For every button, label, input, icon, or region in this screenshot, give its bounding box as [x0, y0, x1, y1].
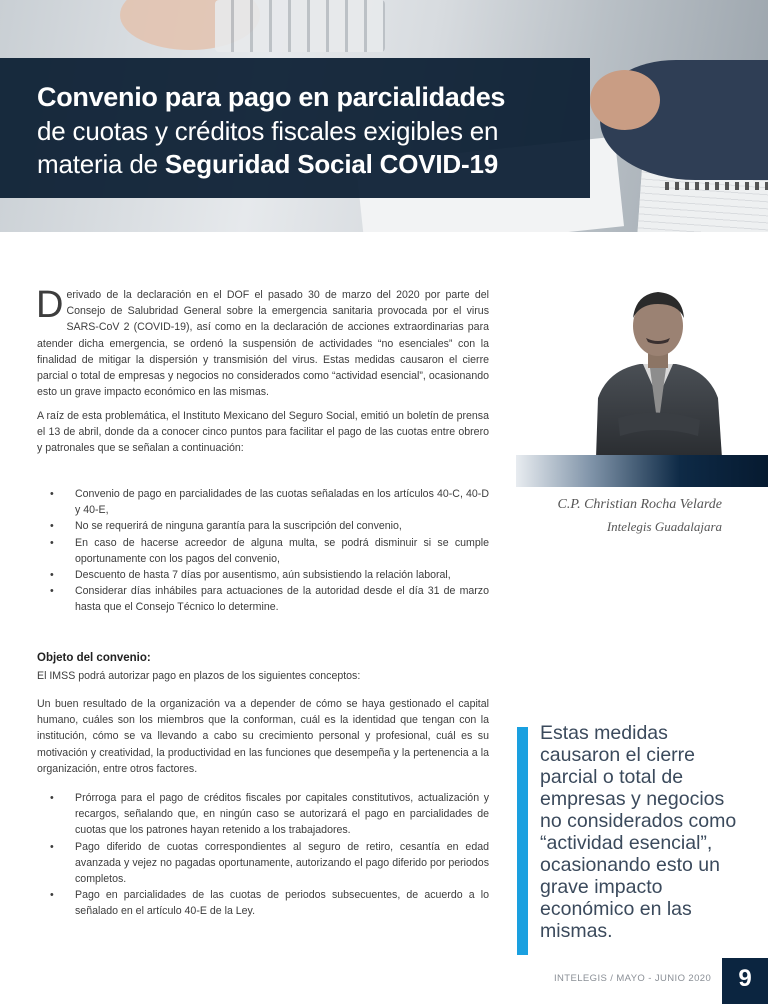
section-subtext: El IMSS podrá autorizar pago en plazos de los siguientes conceptos: [37, 670, 361, 682]
pull-quote: Estas medidas causaron el cierre parcial o total de empresas y negocios no considerados como “actividad esencial”, ocasionando esto un grave impacto económico en las mismas. [540, 722, 737, 942]
title-line-3-prefix: materia de [37, 149, 165, 179]
title-line-1: Convenio para pago en parcialidades [37, 82, 506, 112]
author-org: Intelegis Guadalajara [606, 519, 722, 534]
title-line-3 [37, 149, 498, 180]
list-item: • No se requerirá de ninguna garantía para la suscripción del convenio, [37, 518, 489, 534]
title-line-2: de cuotas y créditos fiscales exigibles en [37, 116, 499, 146]
quote-accent-bar [517, 727, 528, 955]
author-name: C.P. Christian Rocha Velarde [557, 497, 722, 512]
paragraph-boletin: A raíz de esta problemática, el Instituto Mexicano del Seguro Social, emitió un boletín de prensa el 13 de abril, donde da a conocer cinco puntos para facilitar el pago de las cuotas entre obrero y patronales que se señalan a continuación: [37, 410, 489, 455]
list-item: • Pago diferido de cuotas correspondientes al seguro de retiro, cesantía en edad avanzada y vejez no pagadas oportunamente, autorizando el pago diferido por periodos completos. [37, 839, 489, 888]
title-box [0, 58, 590, 198]
hand-shape [590, 70, 660, 130]
points-list [37, 486, 489, 616]
drop-cap: D [36, 284, 64, 326]
page-number-box [722, 958, 768, 1004]
title-line-3-bold: Seguridad Social COVID-19 [164, 149, 498, 179]
list-item: • Pago en parcialidades de las cuotas de periodos subsecuentes, de acuerdo a lo señalado en el artículo 40-E de la Ley. [37, 887, 489, 919]
paragraph-intro-text: erivado de la declaración en el DOF el pasado 30 de marzo del 2020 por parte del Consejo de Salubridad General sobre la emergencia sanitaria provocada por el virus SARS-CoV 2 (COVID-19), así como en la declaración de acciones extraordinarias para atender dicha emergencia, se ordenó la suspensión de actividades “no esenciales” con la finalidad de mitigar la dispersión y transmisión del virus. Estas medidas causaron el cierre parcial o total de empresas y negocios no considerados como “actividad esencial”, ocasionando esto un grave impacto económico en las mismas. [37, 289, 489, 399]
section-heading: Objeto del convenio: [37, 652, 151, 664]
calculator-shape [215, 0, 385, 52]
list-item: • Convenio de pago en parcialidades de las cuotas señaladas en los artículos 40-C, 40-D y 40-E, [37, 486, 489, 518]
paragraph-intro [36, 284, 489, 400]
list-item: • En caso de hacerse acreedor de alguna multa, se podrá disminuir si se cumple oportunamente con los pagos del convenio, [37, 535, 489, 567]
issue-label: INTELEGIS / MAYO - JUNIO 2020 [554, 973, 712, 984]
notebook-spiral [665, 182, 768, 190]
list-item: • Considerar días inhábiles para actuaciones de la autoridad desde el día 31 de marzo hasta que el Consejo Técnico lo determine. [37, 583, 489, 615]
concepts-list [37, 790, 489, 920]
list-item: • Prórroga para el pago de créditos fiscales por capitales constitutivos, actualización y recargos, señalando que, en ningún caso se autorizará el pago en parcialidades de cuotas que los patrones hayan retenido a los trabajadores. [37, 790, 489, 839]
author-portrait [588, 278, 728, 458]
author-bar [516, 455, 768, 487]
list-item: • Descuento de hasta 7 días por ausentismo, aún subsistiendo la relación laboral, [37, 567, 489, 583]
page-number: 9 [738, 965, 752, 992]
paragraph-organizacion: Un buen resultado de la organización va a depender de cómo se haya gestionado el capital humano, cuáles son los miembros que la conforman, cuál es la identidad que tengan con la institución, cómo se va llevando a cabo su crecimiento personal y profesional, cuál es su motivación y creatividad, la productividad en las funciones que desempeña y la pertenencia a la organización, entre otros factores. [37, 698, 489, 775]
